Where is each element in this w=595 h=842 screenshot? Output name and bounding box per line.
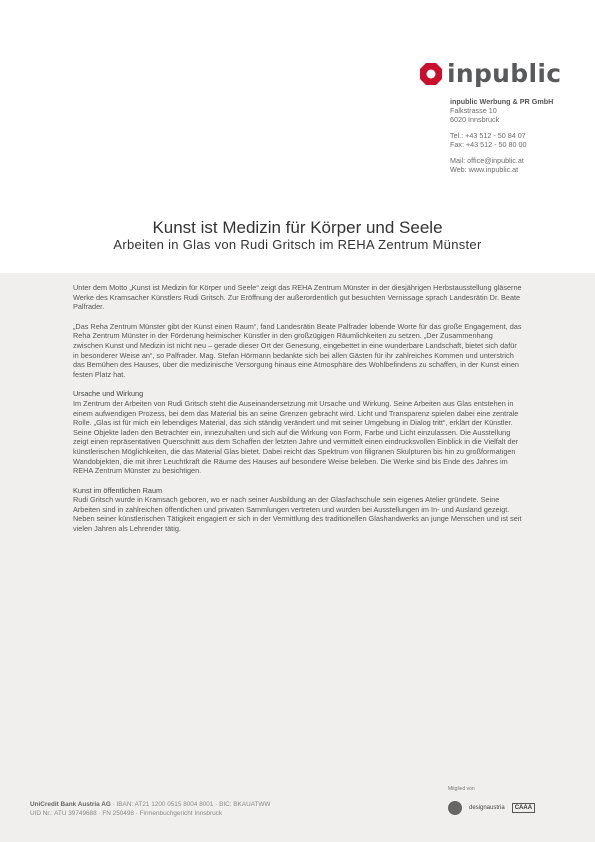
inpublic-logo	[419, 59, 562, 88]
press-body	[73, 283, 523, 544]
address-street: Falkstrasse 10	[450, 106, 497, 115]
address-fax: Fax: +43 512 - 50 80 00	[450, 140, 527, 149]
bank-name: UniCredit Bank Austria AG	[30, 801, 111, 808]
member-label: Mitglied von	[448, 786, 475, 792]
caaa-logo: CAAA	[512, 803, 535, 813]
designaustria-logo: designaustria	[469, 805, 505, 811]
press-headline: Kunst ist Medizin für Körper und Seele	[152, 218, 443, 237]
address-city: 6020 Innsbruck	[450, 115, 500, 124]
section-heading-2: Kunst im öffentlichen Raum	[73, 485, 163, 495]
bank-details: · IBAN: AT21 1200 0515 8004 8001 · BIC: BKAUATWW	[110, 801, 271, 808]
footer-info	[30, 801, 270, 818]
member-circle-icon	[448, 801, 462, 815]
company-register: UID Nr.: ATU 39749688 · FN 250498 · Firmenbuchgericht Innsbruck	[30, 809, 223, 817]
section-heading-1: Ursache und Wirkung	[73, 389, 144, 399]
body-paragraph-2: „Das Reha Zentrum Münster gibt der Kunst einen Raum“, fand Landesrätin Beate Palfrader lobende Worte für das große Engagement, das Reha Zentrum Münster in der Förderung heimischer Künstler in den großzügigen Räumlichkeiten zu setzen. „Der Zusammenhang zwischen Kunst und Medizin ist nicht neu – gerade dieser Ort der Genesung, eingebettet in eine wunderbare Landschaft, bietet sich dafür in besonderer Weise an“, so Palfrader. Mag. Stefan Hörmann bedankte sich bei allen Gästen für ihr zahlreiches Kommen und unterstrich das Bemühen des Hauses, über die medizinische Versorgung hinaus eine Atmosphäre des Wohlbefindens zu schaffen, in der Kunst einen festen Platz hat.	[73, 321, 522, 379]
body-paragraph-4: Rudi Gritsch wurde in Kramsach geboren, wo er nach seiner Ausbildung an der Glasfachschule sein eigenes Atelier gründete. Seine Arbeiten sind in zahlreichen öffentlichen und privaten Sammlungen vertreten und wurden bei Ausstellungen im In- und Ausland gezeigt. Neben seiner künstlerischen Tätigkeit engagiert er sich in der Vermittlung des traditionellen Glashandwerks an junge Menschen und ist seit vielen Jahren als Lehrender tätig.	[73, 495, 522, 534]
company-address	[450, 97, 553, 174]
body-paragraph-3: Im Zentrum der Arbeiten von Rudi Gritsch steht die Auseinandersetzung mit Ursache und Wirkung. Seine Arbeiten aus Glas entstehen in einem aufwendigen Prozess, bei dem das Material bis an seine Grenzen gebracht wird. Licht und Transparenz spielen dabei eine zentrale Rolle. „Glas ist für mich ein lebendiges Material, das sich ständig verändert und mit seiner Umgebung in Dialog tritt“, erklärt der Künstler. Seine Objekte laden den Betrachter ein, innezuhalten und sich auf die Wirkung von Form, Farbe und Licht einzulassen. Die Ausstellung zeigt einen repräsentativen Querschnitt aus dem Schaffen der letzten Jahre und vermittelt einen eindrucksvollen Einblick in die Vielfalt der künstlerischen Möglichkeiten, die das Material Glas bietet. Dabei reicht das Spektrum von filigranen Skulpturen bis hin zu großformatigen Wandobjekten, die mit ihrer Leuchtkraft die Räume des Hauses auf besondere Weise beleben. Die Werke sind bis Ende des Jahres im REHA Zentrum Münster zu besichtigen.	[73, 398, 519, 476]
press-subline: Arbeiten in Glas von Rudi Gritsch im REHA Zentrum Münster	[113, 237, 482, 252]
address-tel: Tel.: +43 512 - 50 84 07	[450, 131, 526, 140]
address-web[interactable]: Web: www.inpublic.at	[450, 165, 519, 174]
partner-logos	[448, 801, 535, 815]
logo-text: inpublic	[447, 59, 562, 88]
address-mail[interactable]: Mail: office@inpublic.at	[450, 156, 524, 165]
company-name: inpublic Werbung & PR GmbH	[450, 97, 554, 106]
body-paragraph-1: Unter dem Motto „Kunst ist Medizin für Körper und Seele“ zeigt das REHA Zentrum Münster in der diesjährigen Herbstausstellung gläserne Werke des Kramsacher Künstlers Rudi Gritsch. Zur Eröffnung der außerordentlich gut besuchten Vernissage sprach Landesrätin Dr. Beate Palfrader.	[73, 283, 522, 312]
logo-mark-icon	[419, 62, 443, 86]
